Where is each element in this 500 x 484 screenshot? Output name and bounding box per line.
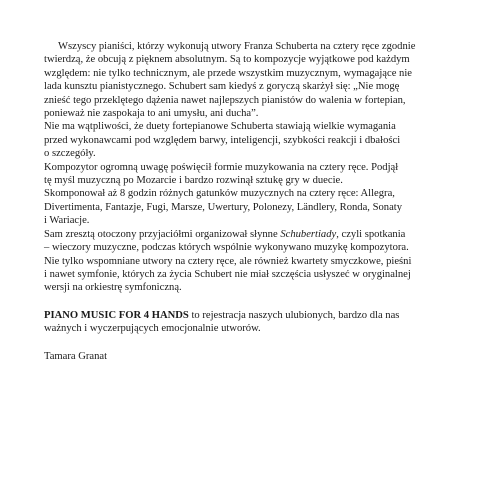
text-line: tę myśl muzyczną po Mozarcie i bardzo rozwinął sztukę gry w duecie. <box>44 175 343 187</box>
text-line: przed wykonawcami pod względem barwy, inteligencji, szybkości reakcji i dbałości <box>44 134 401 146</box>
text-line: znieść tego przeklętego dążenia nawet najlepszych pianistów do walenia w fortepian, <box>44 94 406 106</box>
paragraph-duets <box>44 120 464 160</box>
text-line: – wieczory muzyczne, podczas których wspólnie wykonywano muzykę kompozytora. <box>44 242 409 254</box>
text-line: i Wariacje. <box>44 215 90 227</box>
text-line: Skomponował aż 8 godzin różnych gatunków muzycznych na cztery ręce: Allegra, <box>44 188 395 200</box>
document-body <box>44 40 464 363</box>
text-line <box>44 228 464 241</box>
paragraph-closing <box>44 309 464 336</box>
author-signature: Tamara Granat <box>44 350 108 362</box>
text-line <box>44 309 464 322</box>
paragraph-schubertiads <box>44 228 464 255</box>
text-line: wersji na orkiestrę symfoniczną. <box>44 282 182 294</box>
text-line: Wszyscy pianiści, którzy wykonują utwory Franza Schuberta na cztery ręce zgodnie <box>58 41 416 52</box>
text-segment: to rejestracja naszych ulubionych, bardzo dla nas <box>188 309 400 321</box>
text-line: ponieważ nie zaspokaja to ani umysłu, ani ducha”. <box>44 108 259 120</box>
text-line: o szczegóły. <box>44 148 96 160</box>
paragraph-other-works <box>44 255 464 295</box>
text-line: względem: nie tylko technicznym, ale przede wszystkim muzycznym, wymagające nie <box>44 67 412 79</box>
text-segment: , czyli spotkania <box>336 228 406 240</box>
paragraph-intro <box>44 40 464 120</box>
text-line: Kompozytor ogromną uwagę poświęcił formie muzykowania na cztery ręce. Podjął <box>44 161 399 173</box>
paragraph-gap <box>44 295 464 309</box>
paragraph-composer <box>44 161 464 188</box>
text-line: ważnych i wyczerpujących emocjonalnie utworów. <box>44 323 261 335</box>
text-line: Divertimenta, Fantazje, Fugi, Marsze, Uwertury, Polonezy, Ländlery, Ronda, Sonaty <box>44 201 403 213</box>
italic-term: Schubertiady <box>280 228 337 240</box>
text-line: lada kunsztu pianistycznego. Schubert sam kiedyś z goryczą skarżył się: „Nie mogę <box>44 81 400 93</box>
text-line: twierdzą, że obcują z pięknem absolutnym. Są to kompozycje wyjątkowe pod każdym <box>44 54 410 66</box>
album-title: PIANO MUSIC FOR 4 HANDS <box>44 309 189 321</box>
text-line: Nie tylko wspomniane utwory na cztery ręce, ale również kwartety smyczkowe, pieśni <box>44 255 412 267</box>
paragraph-genres <box>44 187 464 227</box>
text-line: i nawet symfonie, których za życia Schubert nie miał szczęścia usłyszeć w oryginalnej <box>44 268 411 280</box>
text-line: Nie ma wątpliwości, że duety fortepianowe Schuberta stawiają wielkie wymagania <box>44 121 396 133</box>
text-segment: Sam zresztą otoczony przyjaciółmi organizował słynne <box>44 228 281 240</box>
paragraph-gap <box>44 336 464 350</box>
